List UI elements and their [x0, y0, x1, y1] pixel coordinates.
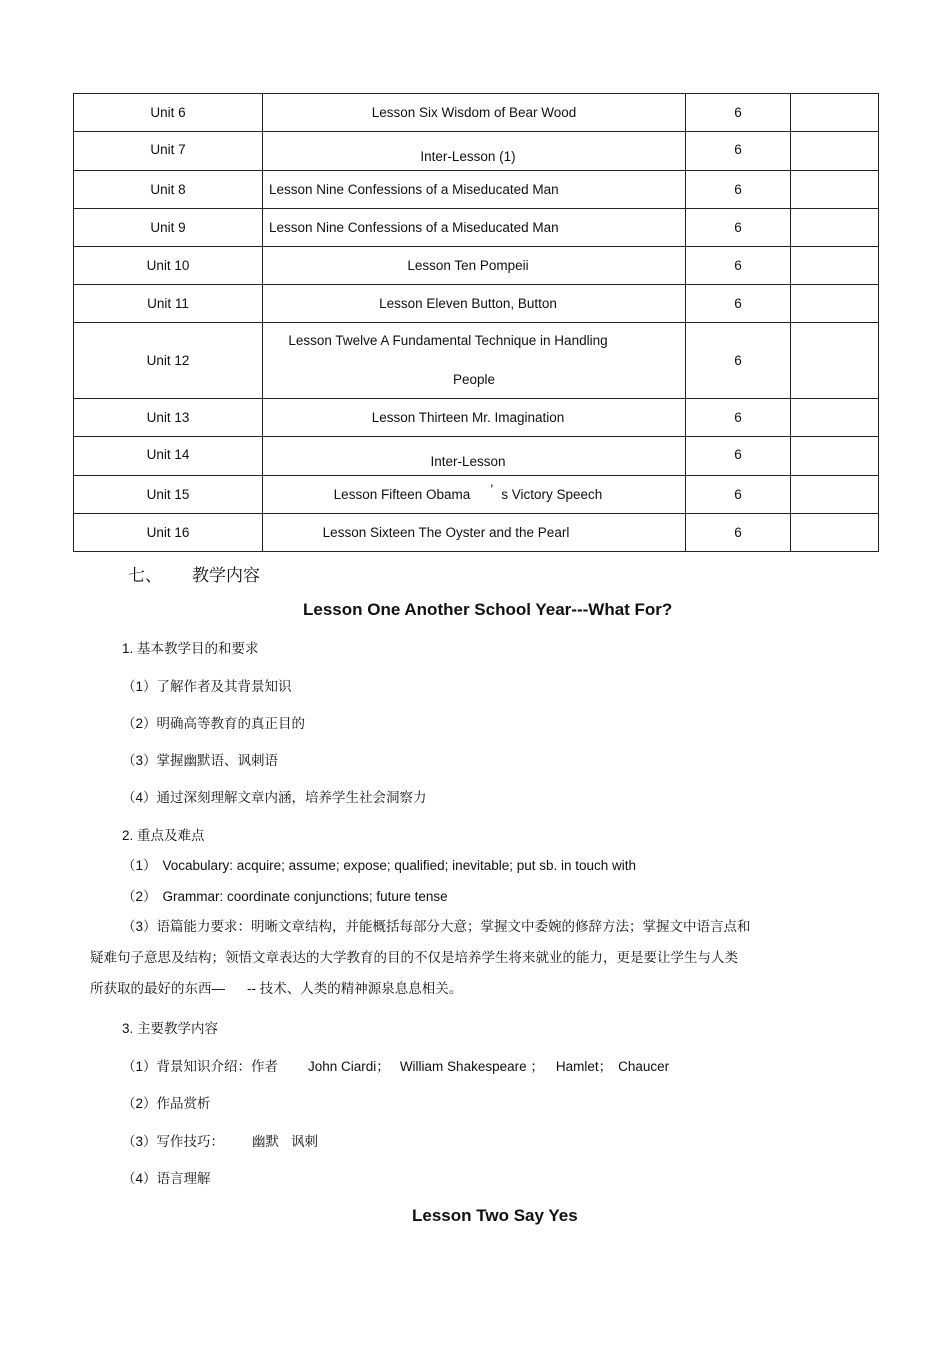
- note-cell: [791, 437, 879, 476]
- content-item: [122, 1055, 669, 1075]
- section-heading: [128, 561, 260, 586]
- author-name: Chaucer: [618, 1059, 670, 1074]
- technique: 讽刺: [291, 1134, 319, 1149]
- lesson-label: Lesson Sixteen The Oyster and the Pearl: [322, 525, 570, 540]
- objective-item: （3）掌握幽默语、讽刺语: [122, 753, 279, 768]
- course-schedule-table: [73, 93, 879, 552]
- unit-cell: Unit 13: [74, 399, 263, 437]
- table-row: [74, 514, 879, 552]
- lesson-two-title: Lesson Two Say Yes: [412, 1206, 578, 1225]
- note-cell: [791, 247, 879, 285]
- unit-label: Unit 14: [146, 446, 190, 462]
- table-row: [74, 399, 879, 437]
- hours-cell: 6: [686, 94, 791, 132]
- lesson-one-title: Lesson One Another School Year---What For?: [303, 600, 673, 619]
- hours-cell: 6: [686, 285, 791, 323]
- unit-cell: [74, 437, 263, 476]
- hours-cell: 6: [686, 323, 791, 399]
- lesson-label: Lesson Eleven Button, Button: [379, 296, 557, 311]
- unit-cell: [74, 132, 263, 171]
- objective-item: （1）了解作者及其背景知识: [122, 679, 292, 694]
- content-item: （2）作品赏析: [122, 1096, 211, 1111]
- line-part: 所获取的最好的东西—: [90, 981, 225, 996]
- section-title: 教学内容: [192, 566, 260, 585]
- lesson-cell: [263, 514, 686, 552]
- lesson-label: Inter-Lesson (1): [420, 148, 516, 164]
- table-row: [74, 209, 879, 247]
- unit-cell: Unit 15: [74, 476, 263, 514]
- lesson-cell: [263, 399, 686, 437]
- lesson-cell: Lesson Nine Confessions of a Miseducated Man: [263, 209, 686, 247]
- lesson-cell: Lesson Six Wisdom of Bear Wood: [263, 94, 686, 132]
- note-cell: [791, 132, 879, 171]
- hours-label: 6: [734, 141, 742, 157]
- lesson-label-part1: Lesson Fifteen Obama: [333, 487, 471, 502]
- table-row: [74, 437, 879, 476]
- hours-cell: 6: [686, 399, 791, 437]
- lesson-cell: [263, 285, 686, 323]
- lesson-label-line1: Lesson Twelve A Fundamental Technique in Handling: [288, 333, 608, 348]
- apostrophe-mark: ’: [490, 482, 494, 497]
- item-prefix: （3）写作技巧：: [122, 1134, 225, 1149]
- item-number: （1）: [122, 858, 157, 873]
- unit-cell: Unit 10: [74, 247, 263, 285]
- lesson-label-line2: People: [452, 372, 496, 387]
- key-point-paragraph-line: （3）语篇能力要求：明晰文章结构，并能概括每部分大意；掌握文中委婉的修辞方法；掌握文中语言点和: [122, 919, 751, 934]
- lesson-cell: Lesson Nine Confessions of a Miseducated Man: [263, 171, 686, 209]
- lesson-cell: [263, 132, 686, 171]
- unit-cell: Unit 11: [74, 285, 263, 323]
- lesson-label: Inter-Lesson: [430, 453, 506, 469]
- table-row: [74, 171, 879, 209]
- unit-cell: Unit 6: [74, 94, 263, 132]
- objective-item: （2）明确高等教育的真正目的: [122, 716, 306, 731]
- hours-cell: [686, 437, 791, 476]
- table-row: [74, 247, 879, 285]
- lesson-label: Lesson Ten Pompeii: [407, 258, 529, 273]
- author-name: John Ciardi；: [308, 1059, 390, 1074]
- line-part: -- 技术、人类的精神源泉息息相关。: [247, 981, 463, 996]
- unit-cell: Unit 9: [74, 209, 263, 247]
- unit-cell: Unit 16: [74, 514, 263, 552]
- item-text: Grammar: coordinate conjunctions; future tense: [162, 889, 448, 904]
- lesson-label: Lesson Thirteen Mr. Imagination: [371, 410, 565, 425]
- item-number: （2）: [122, 889, 157, 904]
- note-cell: [791, 171, 879, 209]
- table-row: [74, 94, 879, 132]
- hours-label: 6: [734, 446, 742, 462]
- table-row: [74, 323, 879, 399]
- lesson-label: [333, 482, 603, 502]
- note-cell: [791, 399, 879, 437]
- objectives-heading: 1. 基本教学目的和要求: [122, 641, 259, 656]
- lesson-cell: [263, 437, 686, 476]
- item-prefix: （1）背景知识介绍：作者: [122, 1059, 279, 1074]
- objective-item: （4）通过深刻理解文章内涵，培养学生社会洞察力: [122, 790, 427, 805]
- key-point-item: [122, 885, 448, 905]
- note-cell: [791, 514, 879, 552]
- hours-cell: 6: [686, 171, 791, 209]
- table-row: [74, 132, 879, 171]
- note-cell: [791, 209, 879, 247]
- content-item: （4）语言理解: [122, 1171, 211, 1186]
- lesson-cell: [263, 476, 686, 514]
- hours-cell: [686, 132, 791, 171]
- table-row: [74, 476, 879, 514]
- work-name: Hamlet；: [555, 1059, 613, 1074]
- lesson-cell: [263, 323, 686, 399]
- hours-cell: 6: [686, 476, 791, 514]
- hours-cell: 6: [686, 514, 791, 552]
- unit-cell: Unit 8: [74, 171, 263, 209]
- lesson-cell: [263, 247, 686, 285]
- note-cell: [791, 323, 879, 399]
- main-content-heading: 3. 主要教学内容: [122, 1021, 219, 1036]
- note-cell: [791, 476, 879, 514]
- item-text: Vocabulary: acquire; assume; expose; qualified; inevitable; put sb. in touch with: [162, 858, 637, 873]
- table-row: [74, 285, 879, 323]
- key-point-paragraph-line: [90, 977, 462, 997]
- key-point-paragraph-line: 疑难句子意思及结构；领悟文章表达的大学教育的目的不仅是培养学生将来就业的能力，更是要让学生与人类: [90, 950, 738, 965]
- note-cell: [791, 94, 879, 132]
- hours-cell: 6: [686, 209, 791, 247]
- unit-cell: Unit 12: [74, 323, 263, 399]
- key-points-heading: 2. 重点及难点: [122, 828, 205, 843]
- content-item: [122, 1130, 318, 1150]
- hours-cell: 6: [686, 247, 791, 285]
- section-number: 七、: [128, 566, 162, 585]
- key-point-item: [122, 854, 636, 874]
- unit-label: Unit 7: [150, 141, 186, 157]
- technique: 幽默: [252, 1134, 280, 1149]
- lesson-label-part2: s Victory Speech: [501, 487, 603, 502]
- note-cell: [791, 285, 879, 323]
- author-name: William Shakespeare ；: [399, 1059, 544, 1074]
